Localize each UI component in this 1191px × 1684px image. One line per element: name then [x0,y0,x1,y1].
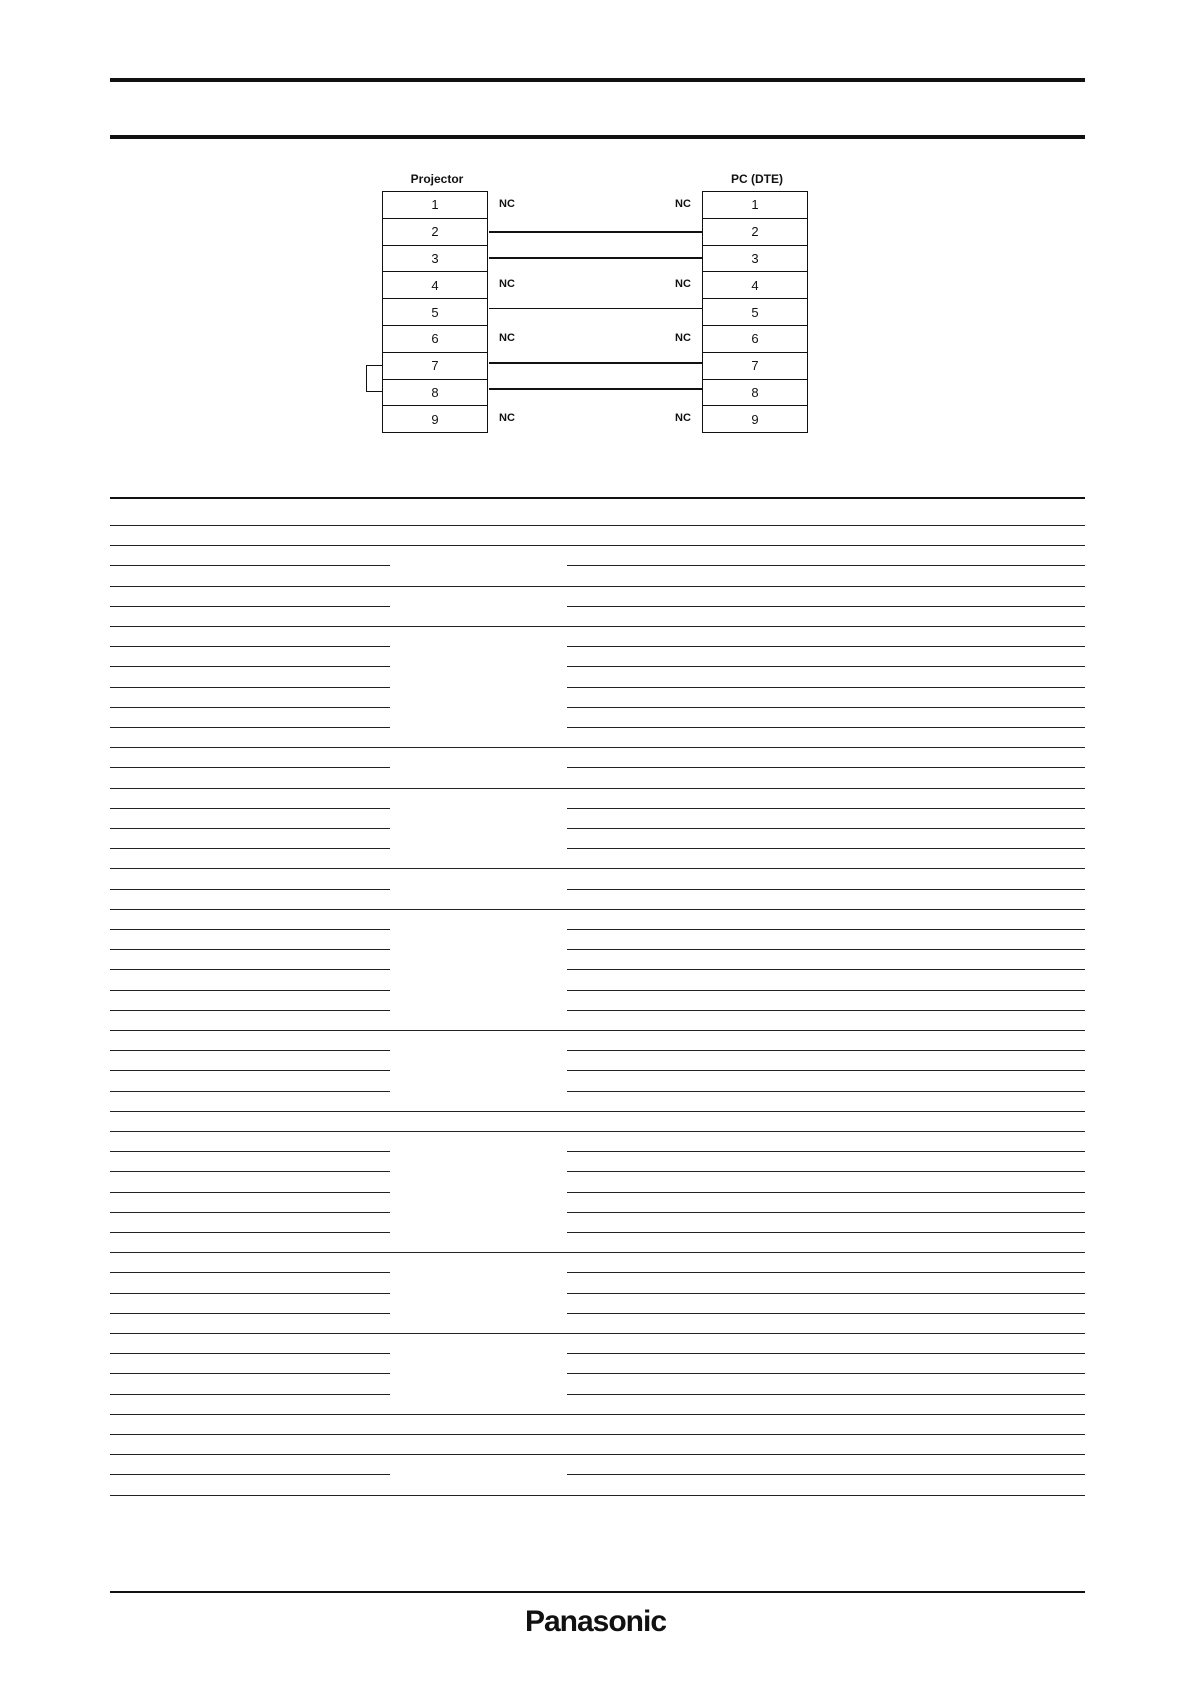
table-row-rule-right [567,687,1085,688]
projector-pin-1: 1 [382,191,488,219]
table-row-rule [110,1111,1085,1112]
pc-pin-1: 1 [702,191,808,219]
table-row-rule-right [567,1192,1085,1193]
projector-pin-2: 2 [382,218,488,246]
table-row-rule-left [110,1212,390,1213]
table-row-rule-right [567,1232,1085,1233]
table-row-rule-right [567,1313,1085,1314]
pc-pin-5: 5 [702,298,808,326]
table-row-rule [110,1252,1085,1253]
table-row-rule [110,1414,1085,1415]
table-row-rule-right [567,990,1085,991]
table-row-rule-left [110,929,390,930]
pc-pin-6: 6 [702,325,808,353]
table-row-rule [110,788,1085,789]
table-row-rule-left [110,727,390,728]
table-row-rule [110,909,1085,910]
nc-label-pc-1: NC [675,198,691,210]
table-row-rule-right [567,1373,1085,1374]
table-row-rule-right [567,929,1085,930]
nc-label-pc-4: NC [675,278,691,291]
table-row-rule-left [110,1394,390,1395]
table-row-rule [110,1454,1085,1455]
table-row-rule-right [567,767,1085,768]
pc-column-title: PC (DTE) [731,172,783,186]
table-row-rule-left [110,606,390,607]
table-row-rule-left [110,1050,390,1051]
table-row-rule-right [567,1474,1085,1475]
pc-pin-8: 8 [702,379,808,407]
table-row-rule-right [567,1050,1085,1051]
table-row-rule-left [110,646,390,647]
table-row-rule-right [567,1151,1085,1152]
table-row-rule-right [567,1171,1085,1172]
nc-label-projector-6: NC [499,332,515,344]
projector-pin-4: 4 [382,271,488,299]
table-row-rule [110,545,1085,546]
table-row-rule-left [110,949,390,950]
table-row-rule-left [110,767,390,768]
pc-pin-3: 3 [702,245,808,273]
projector-column-title: Projector [410,172,464,186]
table-row-rule-right [567,1293,1085,1294]
table-row-rule-left [110,1353,390,1354]
table-row-rule-left [110,969,390,970]
table-row-rule-right [567,1212,1085,1213]
table-row-rule-left [110,1293,390,1294]
table-row-rule-left [110,1232,390,1233]
table-row-rule-left [110,1313,390,1314]
table-row-rule-right [567,1353,1085,1354]
table-row-rule-left [110,848,390,849]
table-row-rule-right [567,808,1085,809]
table-row-rule [110,586,1085,587]
projector-pin-8: 8 [382,379,488,407]
table-row-rule [110,626,1085,627]
table-row-rule-right [567,949,1085,950]
table-row-rule [110,747,1085,748]
table-row-rule [110,525,1085,526]
table-row-rule-right [567,606,1085,607]
projector-pin-6: 6 [382,325,488,353]
table-row-rule-left [110,828,390,829]
nc-label-pc-9: NC [675,412,691,425]
nc-label-projector-1: NC [499,198,515,210]
table-row-rule-left [110,889,390,890]
nc-label-projector-9: NC [499,412,515,425]
pc-pin-4: 4 [702,271,808,299]
projector-loopback-7-8 [366,365,382,392]
table-row-rule [110,1495,1085,1496]
table-row-rule [110,1030,1085,1031]
projector-pin-3: 3 [382,245,488,273]
table-row-rule-right [567,889,1085,890]
table-row-rule-left [110,1151,390,1152]
table-row-rule-left [110,1373,390,1374]
header-rule-top [110,78,1085,82]
nc-label-pc-6: NC [675,332,691,344]
wire-pin-2-to-2 [489,231,702,233]
wire-pin-7-to-7 [489,362,702,364]
table-row-rule-right [567,1091,1085,1092]
table-row-rule-left [110,1272,390,1273]
table-row-rule-left [110,1192,390,1193]
table-row-rule-right [567,828,1085,829]
nc-label-projector-4: NC [499,278,515,291]
table-row-rule-right [567,646,1085,647]
table-row-rule-right [567,727,1085,728]
table-row-rule-right [567,1394,1085,1395]
pc-pin-7: 7 [702,352,808,380]
wire-pin-5-to-5 [489,308,702,310]
projector-pin-7: 7 [382,352,488,380]
table-row-rule-left [110,808,390,809]
table-row-rule-right [567,565,1085,566]
wire-pin-8-to-8 [489,388,702,390]
panasonic-logo: Panasonic [524,1605,667,1638]
table-row-rule-right [567,1070,1085,1071]
table-row-rule [110,1333,1085,1334]
table-row-rule-right [567,707,1085,708]
table-row-rule-left [110,666,390,667]
table-row-rule-right [567,666,1085,667]
table-row-rule-left [110,687,390,688]
projector-pin-9: 9 [382,405,488,433]
table-row-rule-right [567,969,1085,970]
table-row-rule-right [567,848,1085,849]
projector-pin-5: 5 [382,298,488,326]
footer-rule [110,1591,1085,1593]
header-rule-bottom [110,135,1085,139]
table-row-rule-left [110,990,390,991]
pc-pin-2: 2 [702,218,808,246]
wire-pin-3-to-3 [489,257,702,259]
table-row-rule [110,868,1085,869]
table-row-rule-left [110,1171,390,1172]
pc-pin-9: 9 [702,405,808,433]
table-row-rule-right [567,1272,1085,1273]
table-row-rule-left [110,1091,390,1092]
table-row-rule [110,1131,1085,1132]
table-row-rule-left [110,707,390,708]
table-row-rule-left [110,1474,390,1475]
table-row-rule-right [567,1010,1085,1011]
table-row-rule-left [110,1070,390,1071]
table-row-rule [110,1434,1085,1435]
table-row-rule-left [110,565,390,566]
table-row-rule-left [110,1010,390,1011]
table-top-rule [110,497,1085,499]
